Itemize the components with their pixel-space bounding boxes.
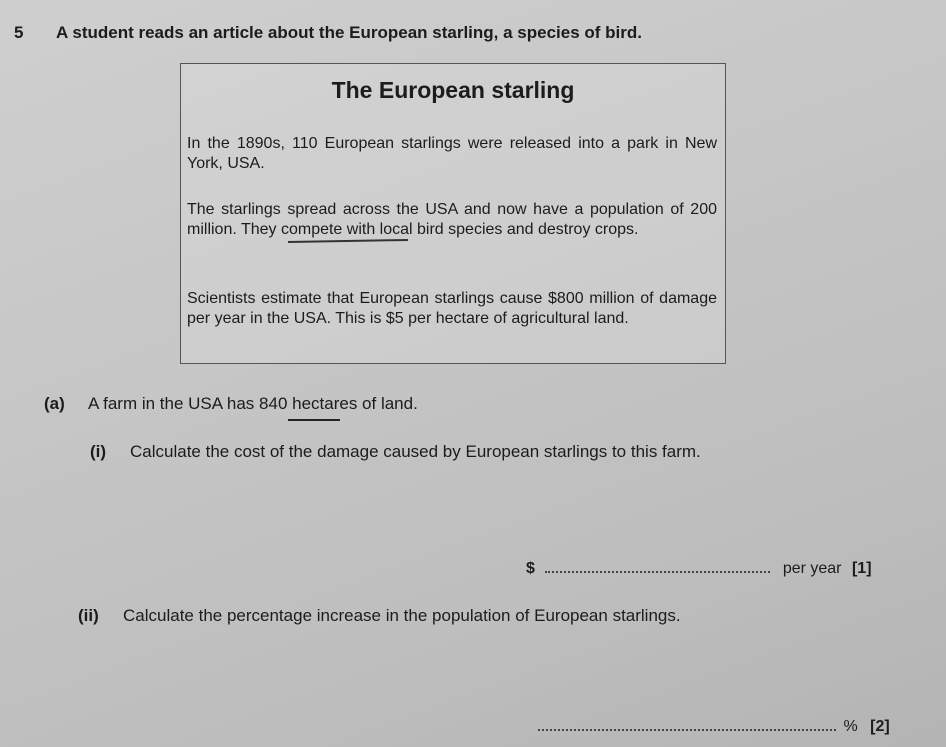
answer-ii-marks: [2] <box>870 718 890 735</box>
article-title: The European starling <box>331 77 575 103</box>
answer-i-suffix: per year <box>782 560 842 577</box>
hectares-underline-mark <box>288 419 340 421</box>
article-paragraph-2: The starlings spread across the USA and now have a population of 200 million. They compete with local bird species and destroy crops. <box>187 201 717 238</box>
article-box <box>180 63 726 364</box>
answer-line-ii[interactable] <box>538 717 890 736</box>
part-a-text: A farm in the USA has 840 hectares of land. <box>88 394 418 413</box>
sub-question-i-text: Calculate the cost of the damage caused by European starlings to this farm. <box>130 442 701 461</box>
answer-ii-suffix: % <box>843 718 858 735</box>
sub-question-i-label: (i) <box>90 442 107 461</box>
part-a-label: (a) <box>44 394 65 413</box>
answer-line-i[interactable] <box>526 559 872 578</box>
answer-i-marks: [1] <box>851 560 872 577</box>
question-intro: A student reads an article about the European starling, a species of bird. <box>56 23 643 42</box>
question-number: 5 <box>14 23 24 42</box>
answer-i-blank[interactable] <box>545 559 770 573</box>
sub-question-ii-label: (ii) <box>78 606 99 625</box>
answer-i-prefix: $ <box>526 560 535 577</box>
article-paragraph-3: Scientists estimate that European starlings cause $800 million of damage per year in the USA. This is $5 per hectare of agricultural land. <box>187 290 717 327</box>
sub-question-ii-text: Calculate the percentage increase in the population of European starlings. <box>123 606 681 625</box>
answer-ii-blank[interactable] <box>538 717 836 731</box>
article-paragraph-1: In the 1890s, 110 European starlings were released into a park in New York, USA. <box>187 135 717 172</box>
